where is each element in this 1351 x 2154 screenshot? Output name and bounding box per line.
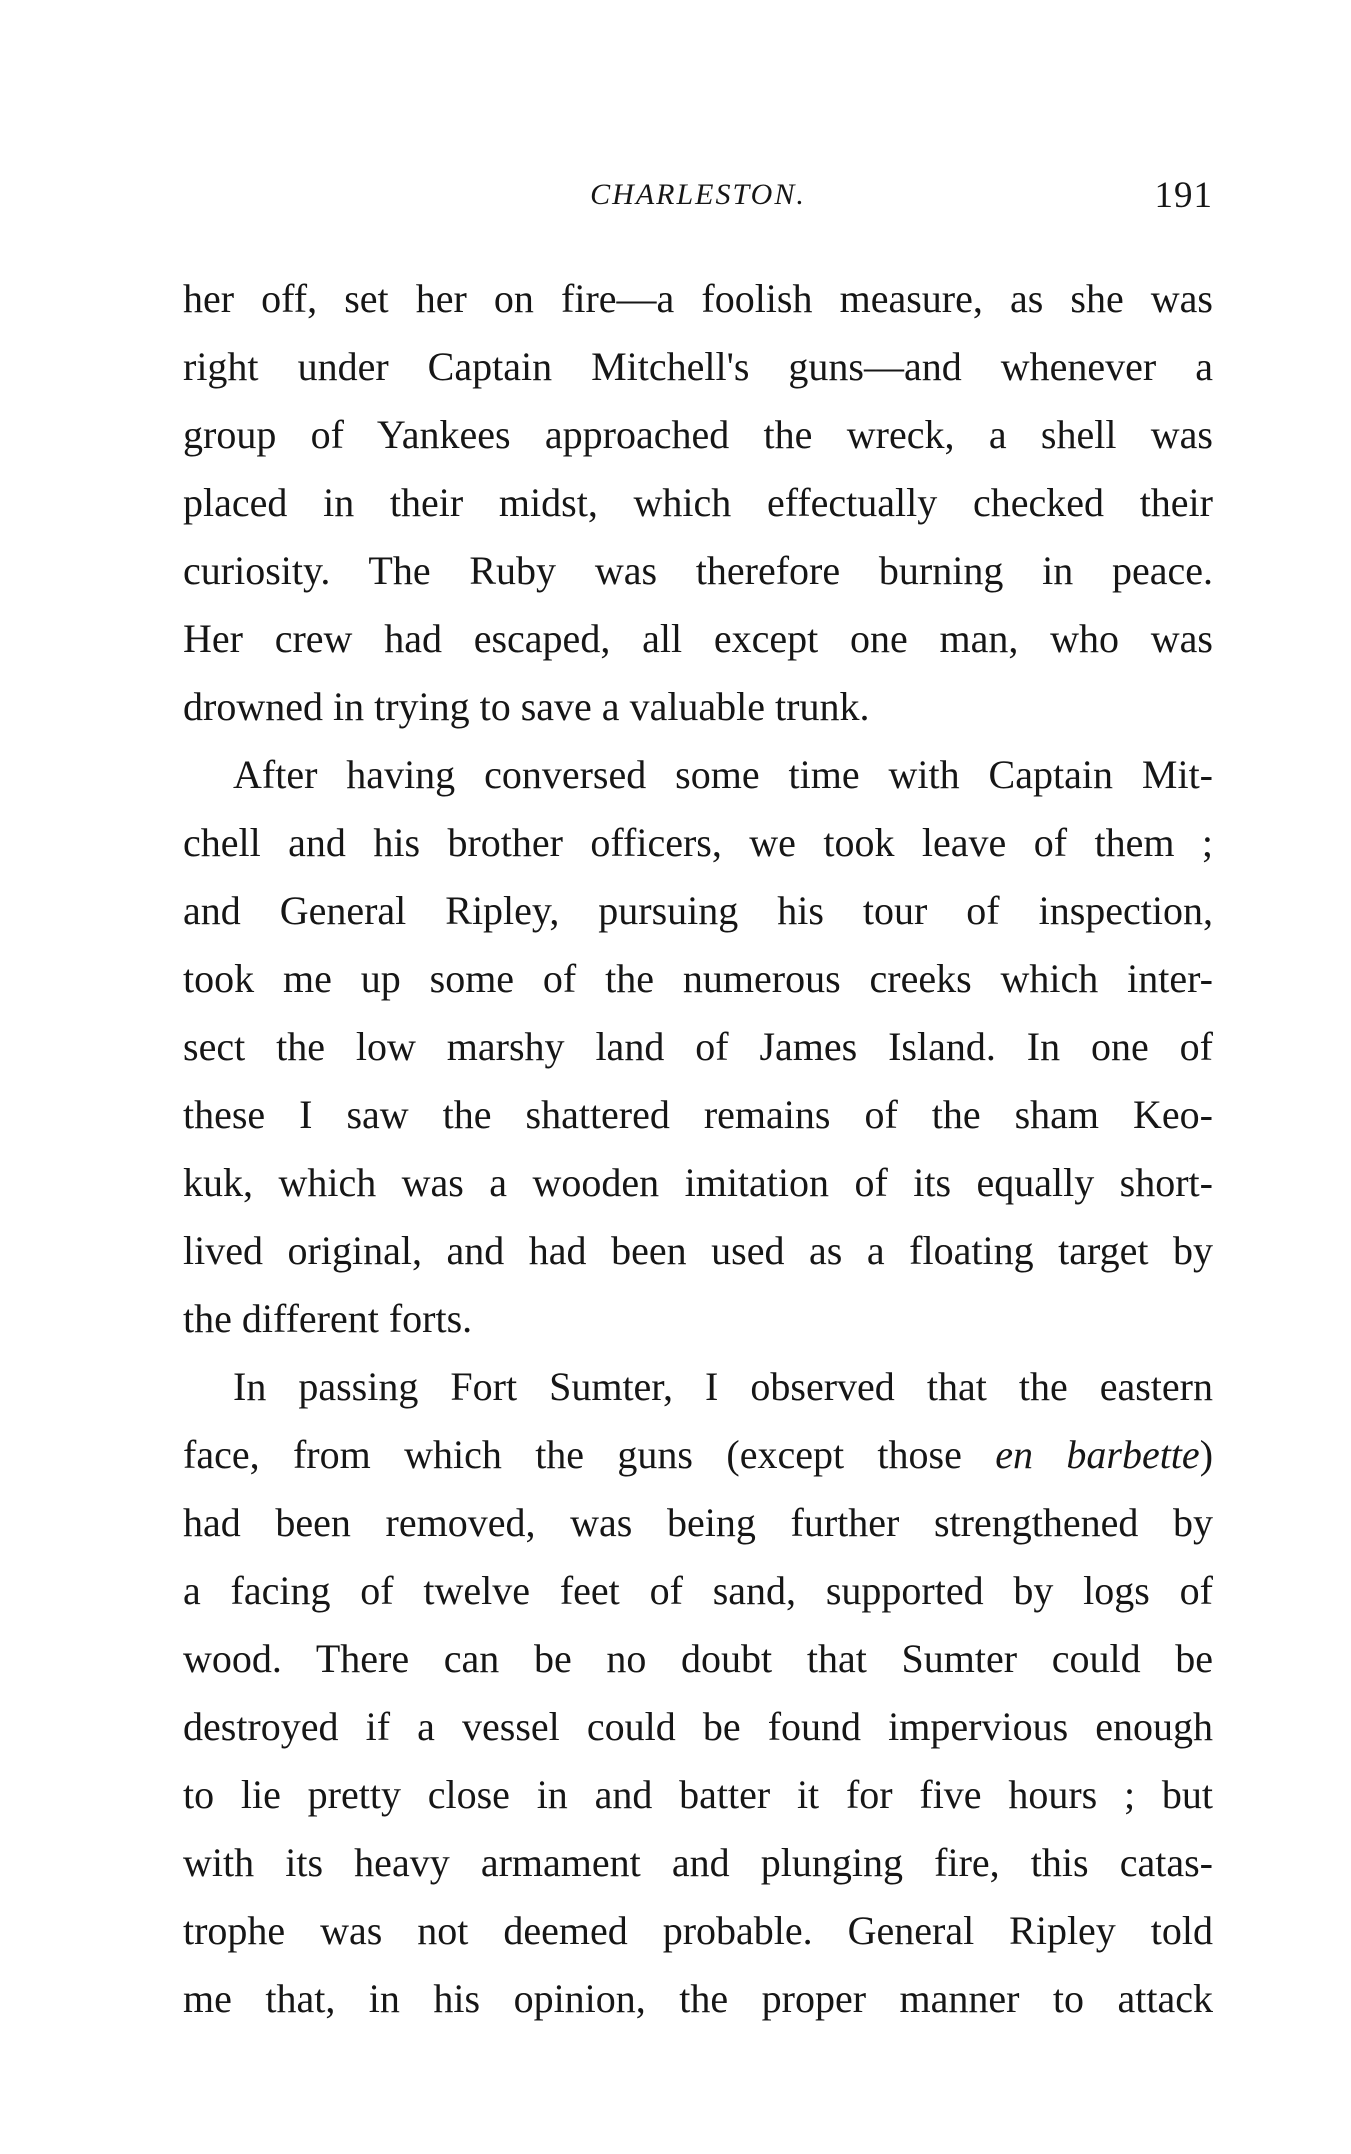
- page-number: 191: [1154, 175, 1213, 216]
- text-line: right under Captain Mitchell's guns—and whenever a: [183, 344, 1213, 389]
- text-line: sect the low marshy land of James Island. In one of: [183, 1024, 1213, 1069]
- text-line: me that, in his opinion, the proper manner to attack: [183, 1976, 1213, 2021]
- text-line: lived original, and had been used as a floating target by: [183, 1228, 1213, 1273]
- italic-phrase: en barbette: [995, 1432, 1200, 1477]
- text-segment: face, from which the guns (except those: [183, 1432, 996, 1477]
- text-segment: ): [1199, 1432, 1214, 1477]
- text-line: In passing Fort Sumter, I observed that the eastern: [233, 1364, 1213, 1409]
- text-line: the different forts.: [183, 1296, 473, 1341]
- text-line: Her crew had escaped, all except one man, who was: [183, 616, 1213, 661]
- body-text: [183, 265, 1213, 2033]
- running-title: CHARLESTON.: [590, 178, 806, 211]
- text-line-with-italic: [183, 1421, 1213, 1489]
- text-line: to lie pretty close in and batter it for five hours ; but: [183, 1772, 1213, 1817]
- paragraph-3: [183, 1353, 1213, 2033]
- text-line: placed in their midst, which effectually checked their: [183, 480, 1213, 525]
- text-line: with its heavy armament and plunging fire, this catas-: [183, 1840, 1213, 1885]
- text-line: destroyed if a vessel could be found impervious enough: [183, 1704, 1213, 1749]
- text-line: wood. There can be no doubt that Sumter could be: [183, 1636, 1213, 1681]
- text-line: had been removed, was being further strengthened by: [183, 1500, 1213, 1545]
- text-line: a facing of twelve feet of sand, supported by logs of: [183, 1568, 1213, 1613]
- text-line: trophe was not deemed probable. General Ripley told: [183, 1908, 1213, 1953]
- text-line: kuk, which was a wooden imitation of its equally short-: [183, 1160, 1213, 1205]
- text-line: and General Ripley, pursuing his tour of inspection,: [183, 888, 1213, 933]
- text-line: took me up some of the numerous creeks which inter-: [183, 956, 1213, 1001]
- text-line: After having conversed some time with Captain Mit-: [233, 752, 1213, 797]
- text-line: curiosity. The Ruby was therefore burning in peace.: [183, 548, 1213, 593]
- text-line: these I saw the shattered remains of the sham Keo-: [183, 1092, 1213, 1137]
- text-line: group of Yankees approached the wreck, a shell was: [183, 412, 1213, 457]
- text-line: chell and his brother officers, we took leave of them ;: [183, 820, 1213, 865]
- text-line: her off, set her on fire—a foolish measure, as she was: [183, 276, 1213, 321]
- paragraph-2: [183, 741, 1213, 1353]
- paragraph-1: [183, 265, 1213, 741]
- running-head: [183, 175, 1213, 228]
- text-line: drowned in trying to save a valuable trunk.: [183, 684, 870, 729]
